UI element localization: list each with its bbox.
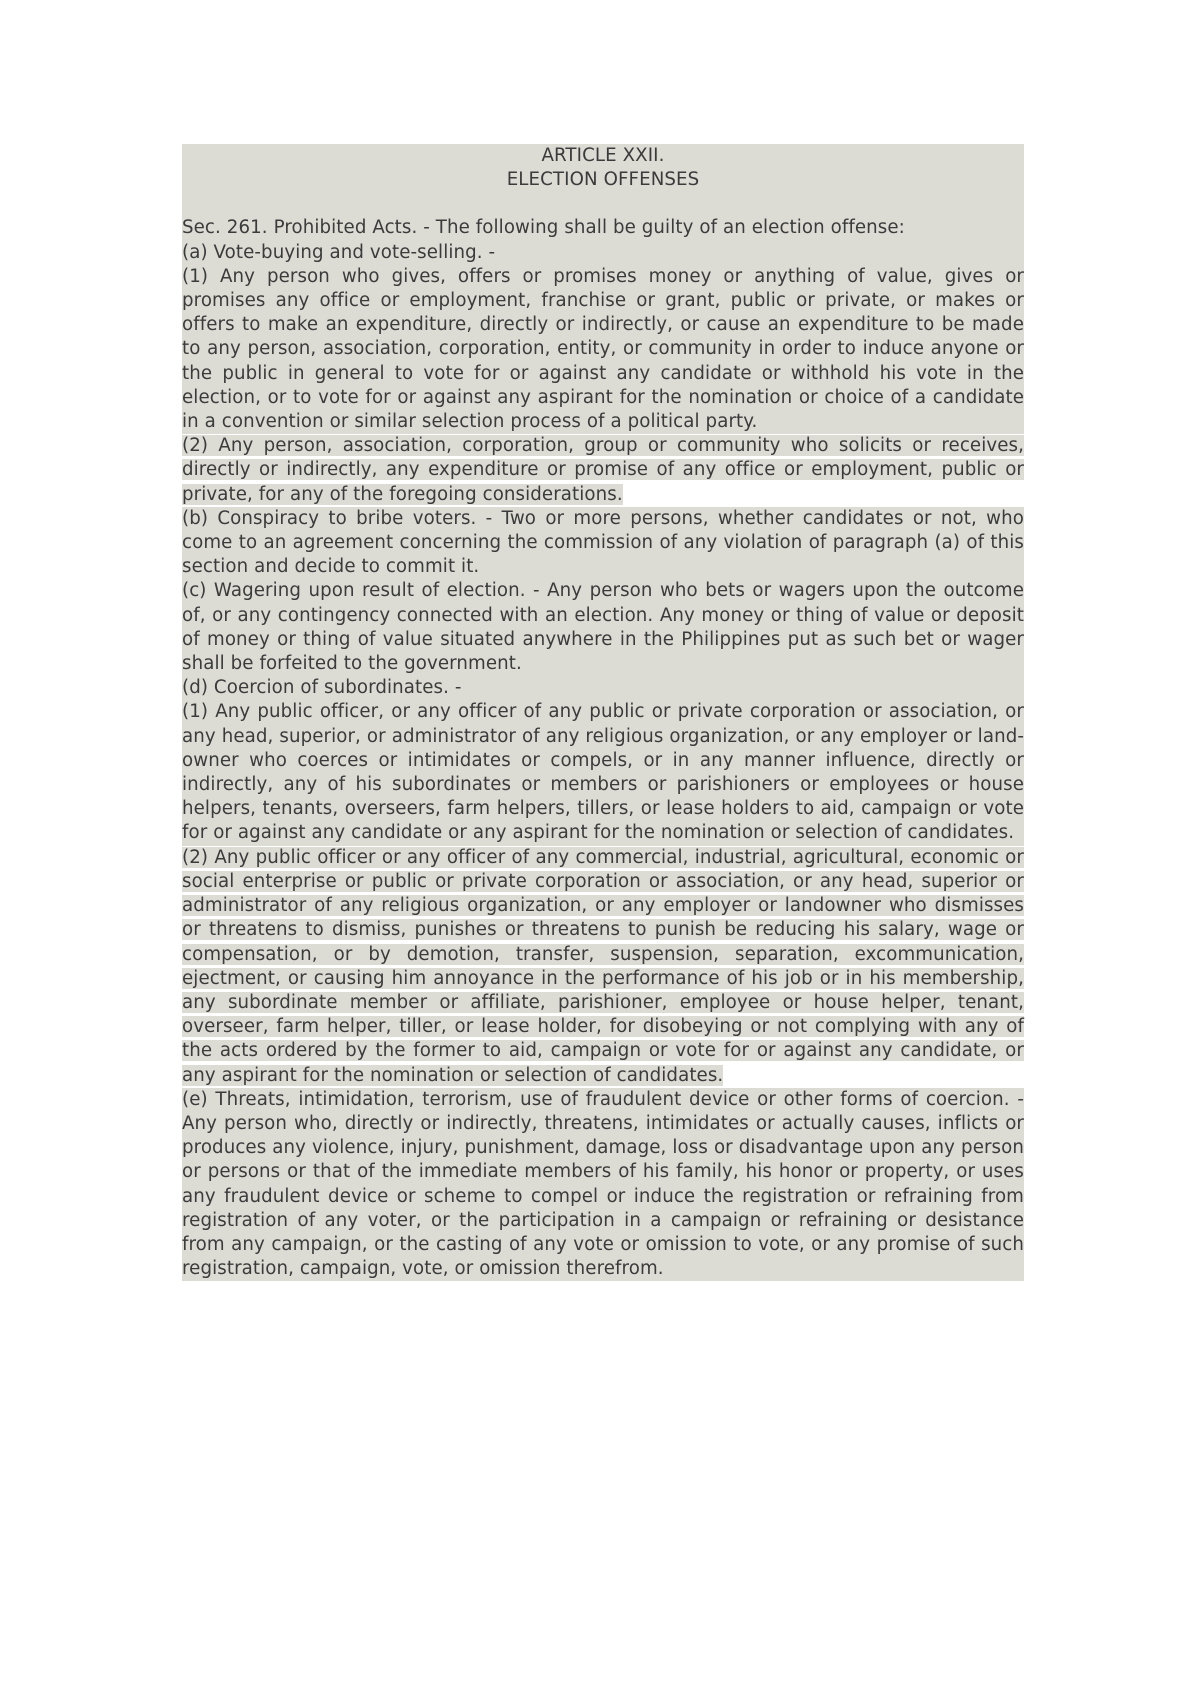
- clause-a-heading: (a) Vote-buying and vote-selling. -: [182, 241, 1024, 265]
- clause-d-1: (1) Any public officer, or any officer of any public or private corporation or association, or any head, superior, or administrator of any religious organization, or any employer or land-owner who coerces or intimidates or compels, or in any manner influence, directly or indirectly, any of his subordinates or members or parishioners or employees or house helpers, tenants, overseers, farm helpers, tillers, or lease holders to aid, campaign or vote for or against any candidate or any aspirant for the nomination or selection of candidates.: [182, 700, 1024, 845]
- clause-e: (e) Threats, intimidation, terrorism, use of fraudulent device or other forms of coercion. - Any person who, directly or indirectly, threatens, intimidates or actually causes, inflicts or produces any violence, injury, punishment, damage, loss or disadvantage upon any person or persons or that of the immediate members of his family, his honor or property, or uses any fraudulent device or scheme to compel or induce the registration or refraining from registration of any voter, or the participation in a campaign or refraining or desistance from any campaign, or the casting of any vote or omission to vote, or any promise of such registration, campaign, vote, or omission therefrom.: [182, 1088, 1024, 1282]
- clause-b: (b) Conspiracy to bribe voters. - Two or more persons, whether candidates or not, who come to an agreement concerning the commission of any violation of paragraph (a) of this section and decide to commit it.: [182, 507, 1024, 580]
- clause-a-1: (1) Any person who gives, offers or promises money or anything of value, gives or promises any office or employment, franchise or grant, public or private, or makes or offers to make an expenditure, directly or indirectly, or cause an expenditure to be made to any person, association, corporation, entity, or community in order to induce anyone or the public in general to vote for or against any candidate or withhold his vote in the election, or to vote for or against any aspirant for the nomination or choice of a candidate in a convention or similar selection process of a political party.: [182, 265, 1024, 434]
- section-261-intro: Sec. 261. Prohibited Acts. - The following shall be guilty of an election offense:: [182, 216, 1024, 240]
- clause-a-2-text: (2) Any person, association, corporation, group or community who solicits or receives, directly or indirectly, any expenditure or promise of any office or employment, public or private, for any of the foregoing considerations.: [182, 435, 1024, 505]
- clause-d-heading: (d) Coercion of subordinates. -: [182, 676, 1024, 700]
- clause-d-2-text: (2) Any public officer or any officer of any commercial, industrial, agricultural, economic or social enterprise or public or private corporation or association, or any head, superior or administrator of any religious organization, or any employer or landowner who dismisses or threatens to dismiss, punishes or threatens to punish be reducing his salary, wage or compensation, or by demotion, transfer, suspension, separation, excommunication, ejectment, or causing him annoyance in the performance of his job or in his membership, any subordinate member or affiliate, parishioner, employee or house helper, tenant, overseer, farm helper, tiller, or lease holder, for disobeying or not complying with any of the acts ordered by the former to aid, campaign or vote for or against any candidate, or any aspirant for the nomination or selection of candidates.: [182, 846, 1024, 1086]
- clause-c: (c) Wagering upon result of election. - Any person who bets or wagers upon the outcome of, or any contingency connected with an election. Any money or thing of value or deposit of money or thing of value situated anywhere in the Philippines put as such bet or wager shall be forfeited to the government.: [182, 579, 1024, 676]
- clause-a-2: [182, 434, 1024, 507]
- article-subtitle: ELECTION OFFENSES: [506, 169, 700, 191]
- article-title: ARTICLE XXII.: [541, 145, 665, 166]
- document-body: [182, 144, 1024, 1281]
- clause-d-2: [182, 846, 1024, 1088]
- article-heading: [182, 144, 1024, 216]
